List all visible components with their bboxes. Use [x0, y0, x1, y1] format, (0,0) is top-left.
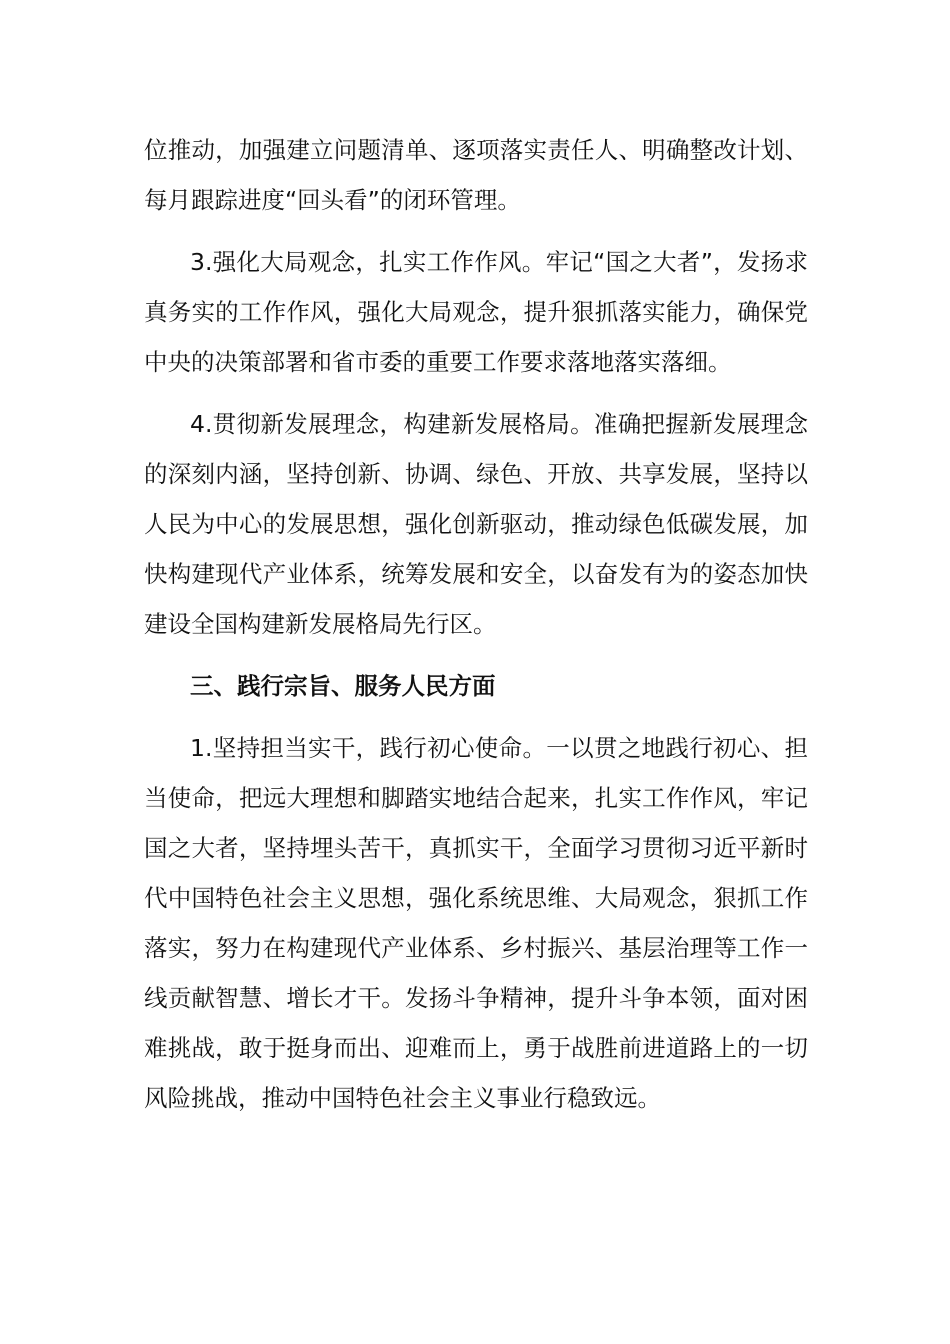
paragraph-item-4: 4.贯彻新发展理念，构建新发展格局。准确把握新发展理念的深刻内涵，坚持创新、协调、绿色、开放、共享发展，坚持以人民为中心的发展思想，强化创新驱动，推动绿色低碳发展，加快构建现代产业体系，统筹发展和安全，以奋发有为的姿态加快建设全国构建新发展格局先行区。 [144, 410, 808, 638]
paragraph-item-1: 1.坚持担当实干，践行初心使命。一以贯之地践行初心、担当使命，把远大理想和脚踏实地结合起来，扎实工作作风，牢记国之大者，坚持埋头苦干，真抓实干，全面学习贯彻习近平新时代中国特色社会主义思想，强化系统思维、大局观念，狠抓工作落实，努力在构建现代产业体系、乡村振兴、基层治理等工作一线贡献智慧、增长才干。发扬斗争精神，提升斗争本领，面对困难挑战，敢于挺身而出、迎难而上，勇于战胜前进道路上的一切风险挑战，推动中国特色社会主义事业行稳致远。 [144, 734, 808, 1112]
paragraph-item-3: 3.强化大局观念，扎实工作作风。牢记“国之大者”，发扬求真务实的工作作风，强化大局观念，提升狠抓落实能力，确保党中央的决策部署和省市委的重要工作要求落地落实落细。 [144, 248, 808, 376]
section-heading: 三、践行宗旨、服务人民方面 [190, 672, 496, 700]
document-body [144, 125, 808, 1135]
paragraph-continuation: 位推动，加强建立问题清单、逐项落实责任人、明确整改计划、每月跟踪进度“回头看”的闭环管理。 [144, 136, 808, 214]
